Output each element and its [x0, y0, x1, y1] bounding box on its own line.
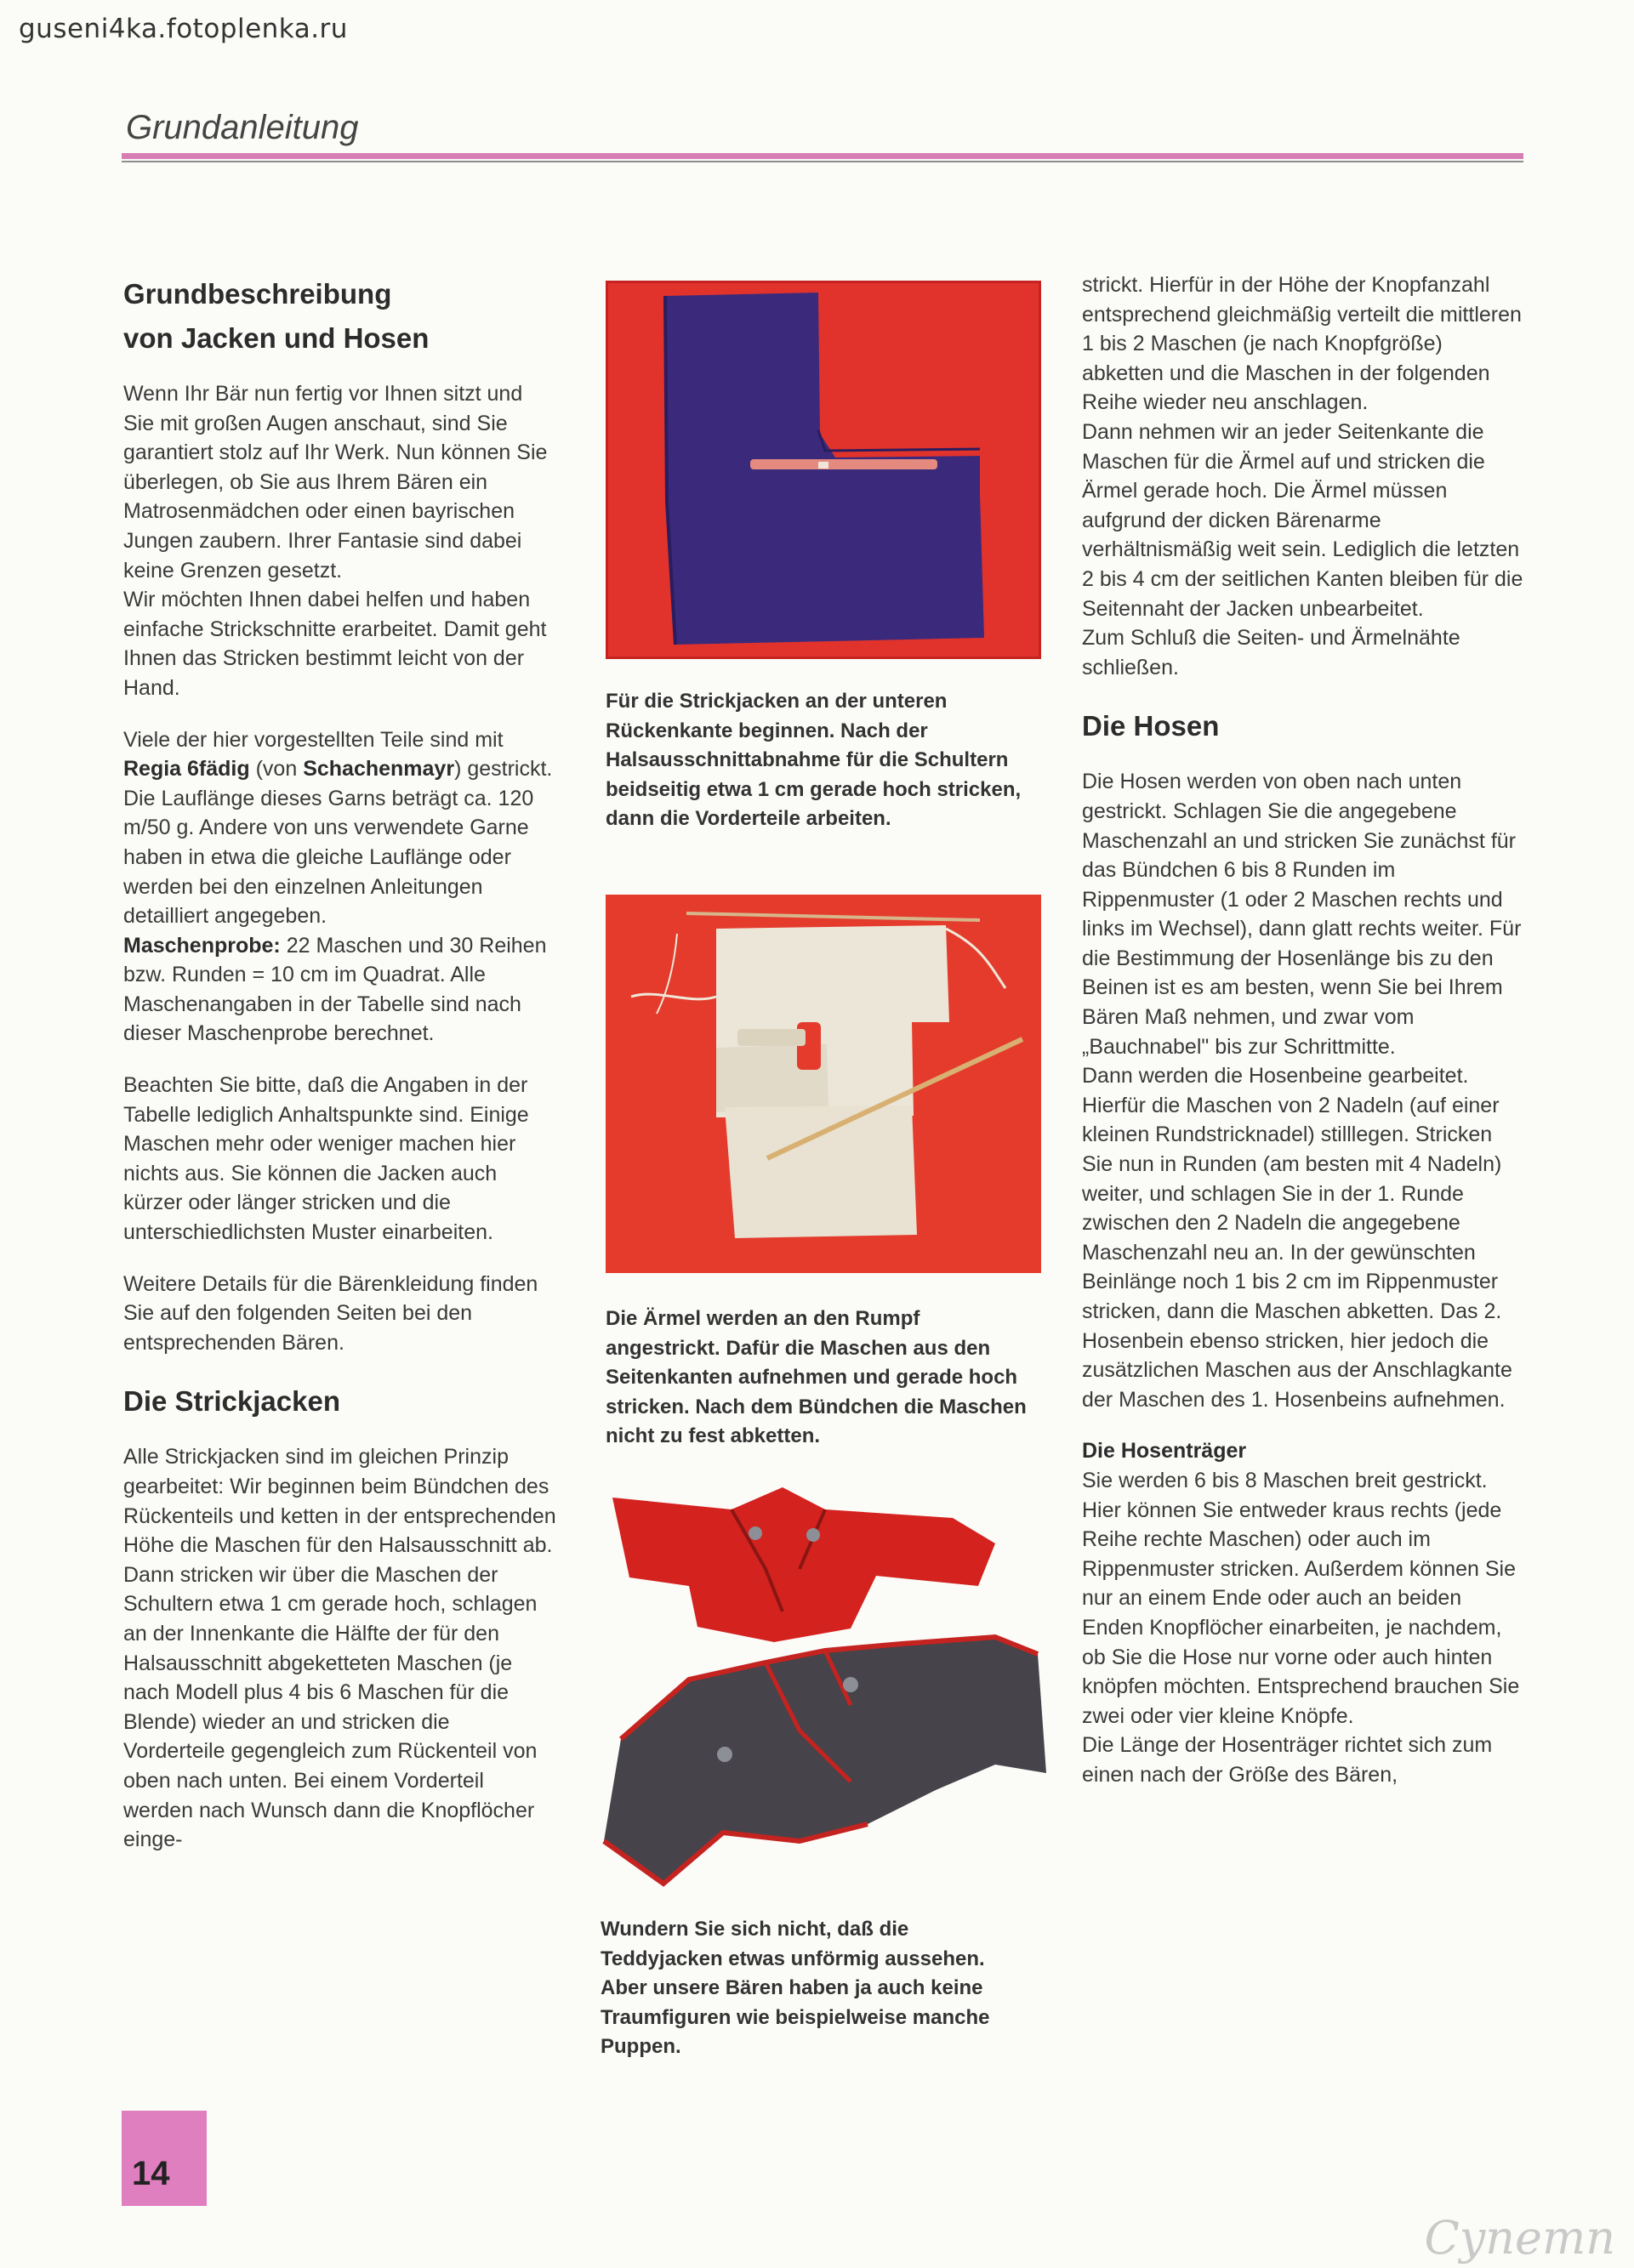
- details-paragraph: Weitere Details für die Bärenkleidung finden Sie auf den folgenden Seiten bei den entsprechenden Bären.: [123, 1271, 538, 1355]
- header-rule: [122, 153, 1523, 159]
- intro-paragraph: Wenn Ihr Bär nun fertig vor Ihnen sitzt und Sie mit großen Augen anschaut, sind Sie garantiert stolz auf Ihr Werk. Nun können Sie überlegen, ob Sie aus Ihrem Bären ein Matrosenmädchen oder einen bayrischen Jungen zaubern. Ihrer Fantasie sind dabei keine Grenzen gesetzt. Wir möchten Ihnen dabei helfen und haben einfache Strickschnitte erarbeitet. Damit geht Ihnen das Stricken bestimmt leicht von der Hand.: [123, 382, 548, 700]
- yarn-name: Regia 6fädig: [123, 757, 250, 782]
- header-rule-shadow: [122, 161, 1523, 162]
- column-left: [123, 272, 557, 1877]
- site-watermark: guseni4ka.fotoplenka.ru: [19, 14, 348, 44]
- hosentraeger-paragraph: Sie werden 6 bis 8 Maschen breit gestrickt. Hier können Sie entweder kraus rechts (jede Reihe rechte Maschen) oder auch im Rippenmuster stricken. Außerdem können Sie nur an einem Ende oder auch an beiden Enden Knopflöcher einarbeiten, je nachdem, ob Sie die Hose nur vorne oder auch hinten knöpfen möchten. Entsprechend brauchen Sie zwei oder vier kleine Knöpfe. Die Länge der Hosenträger richtet sich zum einen nach der Größe des Bären,: [1082, 1468, 1520, 1787]
- buttonhole-paragraph: strickt. Hierfür in der Höhe der Knopfanzahl entsprechend gleichmäßig verteilt die mittleren 1 bis 2 Maschen (je nach Knopfgröße) abketten und die Maschen in der folgenden Reihe wieder neu anschlagen. Dann nehmen wir an jeder Seitenkante die Maschen für die Ärmel auf und stricken die Ärmel gerade hoch. Die Ärmel müssen aufgrund der dicken Bärenarme verhältnismäßig weit sein. Lediglich die letzten 2 bis 4 cm der seitlichen Kanten bleiben für die Seitennaht der Jacken unbearbeitet. Zum Schluß die Seiten- und Ärmelnähte schließen.: [1082, 273, 1523, 679]
- page-number: 14: [132, 2155, 170, 2192]
- column-right: [1082, 270, 1524, 1812]
- caption-sleeve-knitting: Die Ärmel werden an den Rumpf angestrickt. Dafür die Maschen aus den Seitenkanten aufnehmen und gerade hoch stricken. Nach dem Bündchen die Maschen nicht zu fest abketten.: [606, 1307, 1027, 1447]
- signature-watermark: Cynemn: [1424, 2211, 1615, 2265]
- caption-back-panel: Für die Strickjacken an der unteren Rückenkante beginnen. Nach der Halsausschnittabnahme für die Schultern beidseitig etwa 1 cm gerade hoch stricken, dann die Vorderteile arbeiten.: [606, 690, 1022, 830]
- yarn-paragraph: Viele der hier vorgestellten Teile sind mit Regia 6fädig (von Schachenmayr) gestrickt. Die Lauflänge dieses Garns beträgt ca. 120 m/50 g. Andere von uns verwendete Garne haben in etwa die gleiche Lauflänge oder werden bei den einzelnen Anleitungen detailliert angegeben. Maschenprobe: 22 Maschen und 30 Reihen bzw. Runden = 10 cm im Quadrat. Alle Maschenangaben in der Tabelle sind nach dieser Maschenprobe berechnet.: [123, 727, 553, 1046]
- heading-hosen: Die Hosen: [1082, 710, 1220, 742]
- photo-sleeve-knitting: [606, 895, 1041, 1273]
- gauge-label: Maschenprobe:: [123, 933, 281, 958]
- strickjacken-paragraph: Alle Strickjacken sind im gleichen Prinzip gearbeitet: Wir beginnen beim Bündchen des Rückenteils und ketten in der entsprechenden Höhe die Maschen für den Halsausschnitt ab. Dann stricken wir über die Maschen der Schultern etwa 1 cm gerade hoch, schlagen an der Innenkante die Hälfte der für den Halsausschnitt abgeketteten Maschen (je nach Modell plus 4 bis 6 Maschen für die Blende) wieder an und stricken die Vorderteile gegengleich zum Rückenteil von oben nach unten. Bei einem Vorderteil werden nach Wunsch dann die Knopflöcher einge-: [123, 1445, 556, 1852]
- photo-back-panel: [606, 281, 1041, 659]
- yarn-brand: Schachenmayr: [303, 757, 455, 782]
- hosen-paragraph: Die Hosen werden von oben nach unten gestrickt. Schlagen Sie die angegebene Maschenzahl an und stricken Sie zunächst für das Bündchen 6 bis 8 Runden im Rippenmuster (1 oder 2 Maschen rechts und links im Wechsel), dann glatt rechts weiter. Für die Bestimmung der Hosenlänge bis zu den Beinen ist es am besten, wenn Sie bei Ihrem Bären Maß nehmen, und zwar vom „Bauchnabel" bis zur Schrittmitte. Dann werden die Hosenbeine gearbeitet. Hierfür die Maschen von 2 Nadeln (auf einer kleinen Rundstricknadel) stilllegen. Stricken Sie nun in Runden (am besten mit 4 Nadeln) weiter, und schlagen Sie in der 1. Runde zwischen den 2 Nadeln die angegebene Maschenzahl neu an. In der gewünschten Beinlänge noch 1 bis 2 cm im Rippenmuster stricken, dann die Maschen abketten. Das 2. Hosenbein ebenso stricken, hier jedoch die zusätzlichen Maschen aus der Anschlagkante der Maschen des 1. Hosenbeins aufnehmen.: [1082, 770, 1522, 1412]
- subheading-hosentraeger: Die Hosenträger: [1082, 1439, 1247, 1464]
- section-label: Grundanleitung: [126, 109, 359, 146]
- caption-teddy-jackets: Wundern Sie sich nicht, daß die Teddyjacken etwas unförmig aussehen. Aber unsere Bären haben ja auch keine Traumfiguren wie beispielweise manche Puppen.: [601, 1918, 990, 2058]
- photo-teddy-jackets: [595, 1484, 1046, 1926]
- article-title: [123, 272, 557, 361]
- title-line-1: Grundbeschreibung: [123, 278, 392, 310]
- title-line-2: von Jacken und Hosen: [123, 322, 430, 354]
- heading-strickjacken: Die Strickjacken: [123, 1385, 340, 1418]
- notes-paragraph: Beachten Sie bitte, daß die Angaben in der Tabelle lediglich Anhaltspunkte sind. Einige Maschen mehr oder weniger machen hier nichts aus. Sie können die Jacken auch kürzer oder länger stricken und die unterschiedlichsten Muster einarbeiten.: [123, 1073, 529, 1245]
